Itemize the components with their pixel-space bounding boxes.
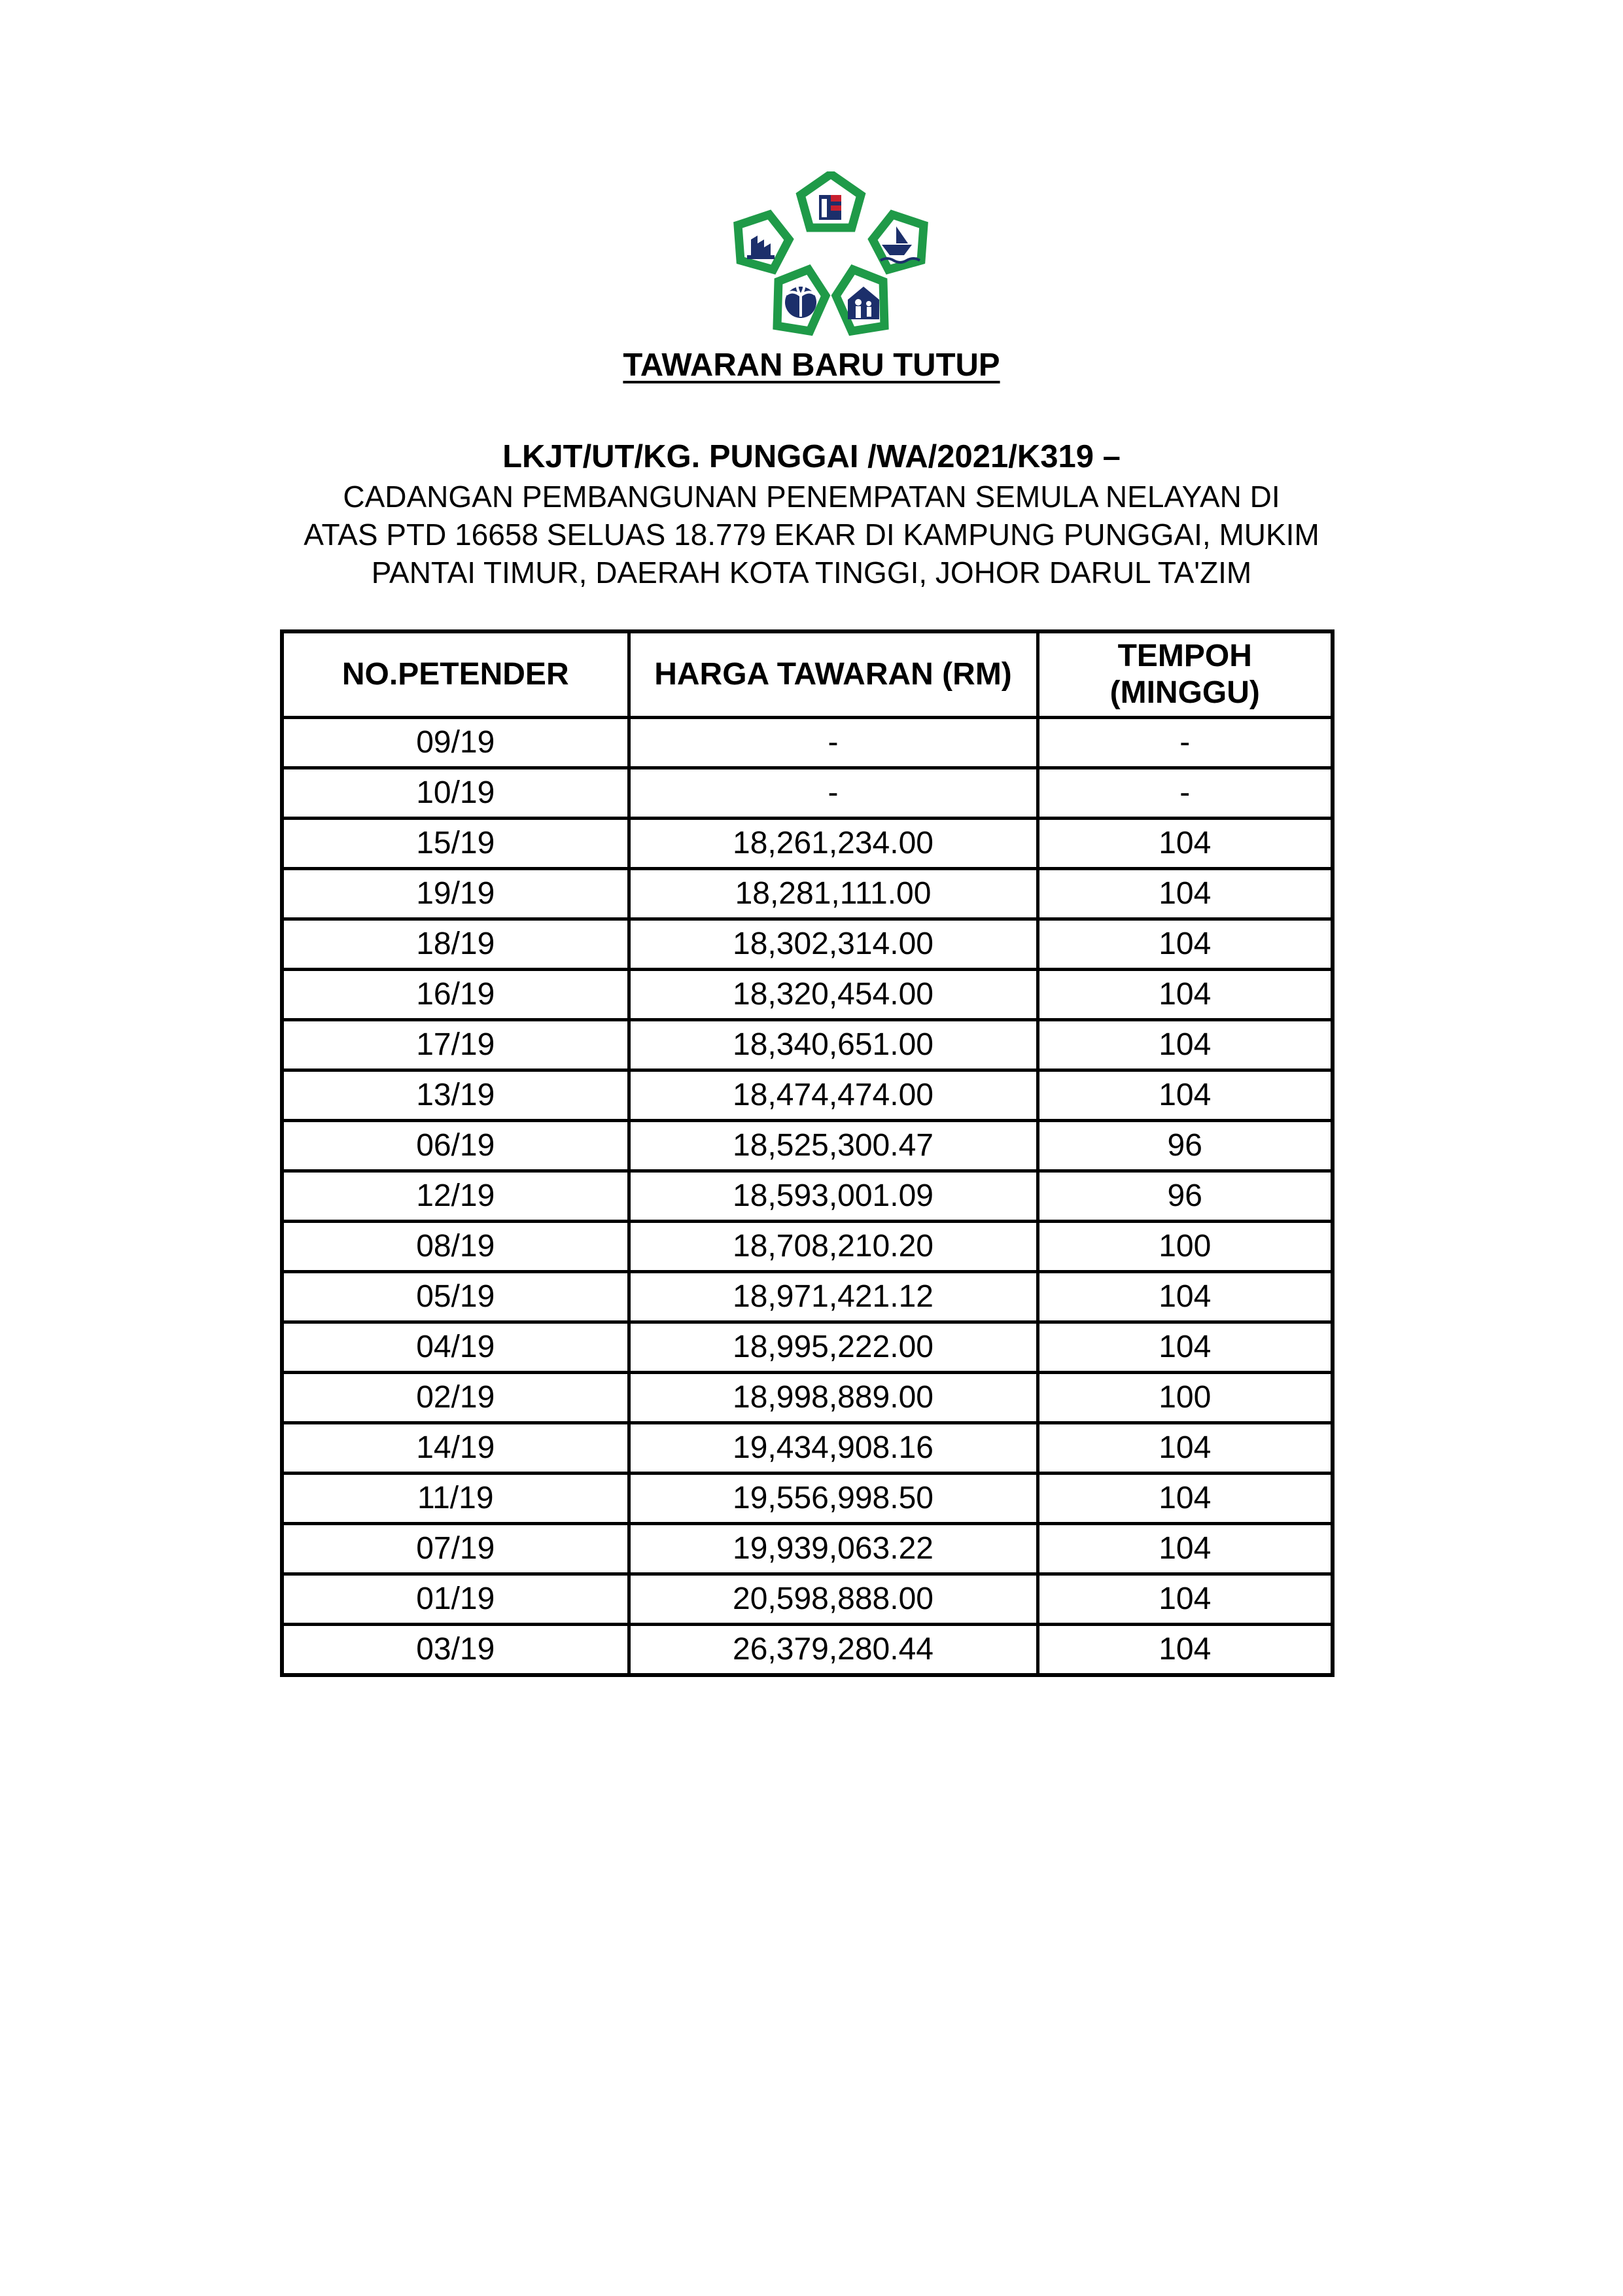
table-row [282,1625,1333,1676]
cell-tempoh: 104 [1038,819,1333,869]
cell-harga-tawaran: 18,998,889.00 [629,1373,1038,1423]
tender-reference: LKJT/UT/KG. PUNGGAI /WA/2021/K319 – [502,439,1121,474]
cell-tempoh: - [1038,718,1333,768]
table-row [282,819,1333,869]
cell-no-petender: 18/19 [282,919,629,970]
cell-tempoh: 96 [1038,1121,1333,1171]
cell-no-petender: 05/19 [282,1272,629,1322]
cell-harga-tawaran: 19,556,998.50 [629,1474,1038,1524]
cell-no-petender: 02/19 [282,1373,629,1423]
project-description-line-2: ATAS PTD 16658 SELUAS 18.779 EKAR DI KAMPUNG PUNGGAI, MUKIM [304,518,1319,552]
cell-tempoh: 104 [1038,1423,1333,1474]
header-tempoh-line-1: TEMPOH [1117,639,1252,673]
cell-tempoh: 100 [1038,1373,1333,1423]
cell-no-petender: 14/19 [282,1423,629,1474]
cell-harga-tawaran: 18,525,300.47 [629,1121,1038,1171]
table-row [282,1020,1333,1070]
cell-harga-tawaran: 18,281,111.00 [629,869,1038,919]
cell-tempoh: 100 [1038,1222,1333,1272]
cell-no-petender: 11/19 [282,1474,629,1524]
cell-harga-tawaran: 18,593,001.09 [629,1171,1038,1222]
cell-tempoh: 104 [1038,919,1333,970]
cell-harga-tawaran: 18,320,454.00 [629,970,1038,1020]
cell-harga-tawaran: 18,340,651.00 [629,1020,1038,1070]
table-row [282,1272,1333,1322]
project-description-line-1: CADANGAN PEMBANGUNAN PENEMPATAN SEMULA NELAYAN DI [343,480,1280,514]
table-row [282,1322,1333,1373]
cell-no-petender: 12/19 [282,1171,629,1222]
cell-no-petender: 15/19 [282,819,629,869]
cell-no-petender: 06/19 [282,1121,629,1171]
table-row [282,768,1333,819]
cell-harga-tawaran: - [629,718,1038,768]
cell-tempoh: 104 [1038,1625,1333,1676]
cell-tempoh: 104 [1038,1474,1333,1524]
header-no-petender: NO.PETENDER [282,631,629,718]
cell-no-petender: 19/19 [282,869,629,919]
table-row [282,718,1333,768]
government-agency-logo-icon [733,171,929,336]
header-tempoh [1038,631,1333,718]
cell-tempoh: 104 [1038,1524,1333,1574]
cell-no-petender: 04/19 [282,1322,629,1373]
notice-title-text: TAWARAN BARU TUTUP [623,347,1000,383]
cell-no-petender: 13/19 [282,1070,629,1121]
table-row [282,1524,1333,1574]
cell-harga-tawaran: 20,598,888.00 [629,1574,1038,1625]
table-row [282,1574,1333,1625]
table-row [282,970,1333,1020]
cell-harga-tawaran: 18,261,234.00 [629,819,1038,869]
table-row [282,1474,1333,1524]
table-row [282,1121,1333,1171]
cell-tempoh: 104 [1038,970,1333,1020]
header-harga-tawaran: HARGA TAWARAN (RM) [629,631,1038,718]
table-row [282,1222,1333,1272]
table-row [282,1070,1333,1121]
project-description-line-3: PANTAI TIMUR, DAERAH KOTA TINGGI, JOHOR DARUL TA'ZIM [371,556,1252,590]
cell-harga-tawaran: 18,995,222.00 [629,1322,1038,1373]
table-row [282,869,1333,919]
tender-results-table [280,629,1335,1677]
header-tempoh-line-2: (MINGGU) [1109,675,1260,710]
table-row [282,1373,1333,1423]
cell-no-petender: 17/19 [282,1020,629,1070]
cell-harga-tawaran: 18,971,421.12 [629,1272,1038,1322]
cell-tempoh: 104 [1038,869,1333,919]
table-body [282,718,1333,1676]
cell-harga-tawaran: - [629,768,1038,819]
table-header-row [282,631,1333,718]
cell-no-petender: 03/19 [282,1625,629,1676]
table-row [282,919,1333,970]
table-row [282,1423,1333,1474]
cell-no-petender: 08/19 [282,1222,629,1272]
cell-harga-tawaran: 19,939,063.22 [629,1524,1038,1574]
cell-tempoh: 104 [1038,1020,1333,1070]
cell-no-petender: 09/19 [282,718,629,768]
cell-no-petender: 16/19 [282,970,629,1020]
cell-no-petender: 10/19 [282,768,629,819]
cell-tempoh: 96 [1038,1171,1333,1222]
cell-tempoh: - [1038,768,1333,819]
notice-title [0,345,1623,385]
cell-harga-tawaran: 18,302,314.00 [629,919,1038,970]
cell-tempoh: 104 [1038,1322,1333,1373]
cell-no-petender: 01/19 [282,1574,629,1625]
cell-harga-tawaran: 18,474,474.00 [629,1070,1038,1121]
cell-tempoh: 104 [1038,1574,1333,1625]
table-row [282,1171,1333,1222]
cell-no-petender: 07/19 [282,1524,629,1574]
cell-tempoh: 104 [1038,1272,1333,1322]
cell-harga-tawaran: 18,708,210.20 [629,1222,1038,1272]
cell-tempoh: 104 [1038,1070,1333,1121]
cell-harga-tawaran: 26,379,280.44 [629,1625,1038,1676]
cell-harga-tawaran: 19,434,908.16 [629,1423,1038,1474]
